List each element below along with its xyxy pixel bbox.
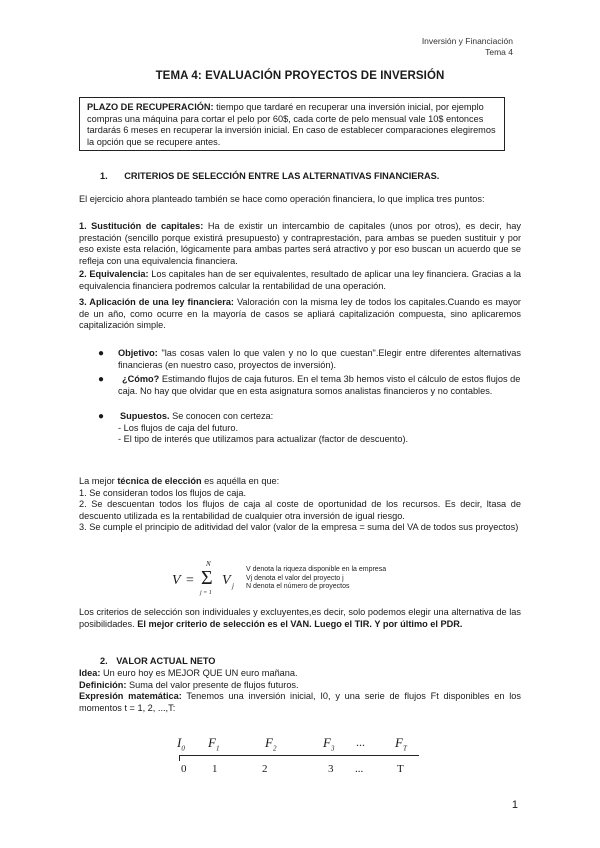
box-term: PLAZO DE RECUPERACIÓN:: [87, 102, 214, 112]
tick-1: 1: [212, 763, 218, 775]
section-1-heading: [100, 171, 439, 181]
conclusion-paragraph: [79, 607, 521, 630]
cash-flow-timeline: [170, 733, 430, 781]
tick-0: 0: [181, 763, 187, 775]
formula-note-3: N denota el número de proyectos: [246, 583, 350, 591]
tick-3: 3: [328, 763, 334, 775]
formula-notes: [246, 566, 436, 592]
bullet-como-label: ¿Cómo?: [122, 374, 160, 384]
bullet-supuestos: [98, 411, 521, 446]
point-2: [79, 269, 521, 292]
tick-2: 2: [262, 763, 268, 775]
technique-item-3: 3. Se cumple el principio de aditividad del valor (valor de la empresa = suma del VA de todos sus proyectos): [79, 522, 519, 533]
point-2-text: Los capitales han de ser equivalentes, resultado de aplicar una ley financiera. Gracias a la equivalencia financiera podremos calcular la rentabilidad de una operación.: [79, 269, 521, 291]
formula-equals: =: [186, 573, 194, 588]
conclusion-text: Los criterios de selección son individuales y excluyentes,es decir, solo podemos elegir una alternativa de las posibilidades.: [79, 607, 521, 629]
flow-ellipsis: ...: [356, 735, 365, 749]
bullet-dot-icon: ●: [98, 374, 105, 385]
header-topic: Tema 4: [485, 47, 513, 57]
van-idea: Idea: Un euro hoy es MEJOR QUE UN euro mañana.: [79, 668, 298, 678]
formula-note-2: Vj denota el valor del proyecto j: [246, 574, 344, 582]
section-2-title: VALOR ACTUAL NETO: [116, 656, 216, 666]
formula-lhs: V: [172, 573, 181, 588]
technique-lead: La mejor técnica de elección es aquélla en que:: [79, 476, 280, 486]
van-block: [79, 668, 521, 714]
bullet-objetivo-label: Objetivo:: [118, 348, 158, 358]
flow-f2: $F_2$: [265, 735, 277, 753]
tick-ellipsis: ...: [355, 763, 364, 775]
box-text: tiempo que tardaré en recuperar una inversión inicial, por ejemplo compras una máquina para cortar el pelo por 60$, cada corte de pelo mensual vale 10$ entonces tardarás 6 meses en recuperar la inversión inicial. En caso de establecer comparaciones elegiremos la opción que se recupere antes.: [87, 102, 496, 147]
supuestos-sub-2: - El tipo de interés que utilizamos para actualizar (factor de descuento).: [118, 434, 409, 445]
point-3: [79, 297, 521, 332]
technique-bold: técnica de elección: [117, 476, 202, 486]
bullet-dot-icon: ●: [98, 348, 105, 359]
formula-term-sub: j: [232, 582, 234, 590]
header-subject: Inversión y Financiación: [421, 36, 513, 46]
bullet-como: [98, 374, 521, 397]
bullet-objetivo: [98, 348, 521, 371]
section-1-number: 1.: [100, 171, 108, 181]
technique-item-1: 1. Se consideran todos los flujos de caja.: [79, 487, 247, 498]
section-2-heading: [100, 656, 215, 666]
bullet-supuestos-label: Supuestos.: [120, 411, 170, 421]
formula-note-1: V denota la riqueza disponible en la empresa: [246, 566, 387, 573]
section-1-title: CRITERIOS DE SELECCIÓN ENTRE LAS ALTERNATIVAS FINANCIERAS.: [124, 171, 440, 181]
van-definicion: Definición: Suma del valor presente de flujos futuros.: [79, 679, 299, 690]
bullet-supuestos-text: Se conocen con certeza:: [169, 411, 274, 421]
timeline-axis: [179, 755, 419, 756]
intro-paragraph: El ejercicio ahora planteado también se hace como operación financiera, lo que implica tres puntos:: [79, 194, 485, 204]
tick-t: T: [397, 763, 404, 775]
supuestos-sub-1: - Los flujos de caja del futuro.: [118, 422, 239, 433]
point-1-label: 1. Sustitución de capitales:: [79, 221, 204, 231]
point-1: [79, 221, 521, 267]
formula: [172, 562, 432, 602]
formula-term: V: [222, 573, 231, 588]
formula-sum-icon: Σ: [201, 567, 213, 589]
technique-block: [79, 476, 521, 534]
section-2-number: 2.: [100, 656, 108, 666]
point-3-label: 3. Aplicación de una ley financiera:: [79, 297, 234, 307]
page-title: TEMA 4: EVALUACIÓN PROYECTOS DE INVERSIÓN: [155, 70, 445, 82]
flow-f1: $F_1$: [208, 735, 220, 753]
flow-i0: $I_0$: [177, 735, 185, 753]
conclusion-bold: El mejor criterio de selección es el VAN. Luego el TIR. Y por último el PDR.: [137, 618, 463, 629]
flow-ft: $F_T$: [395, 735, 407, 753]
formula-upper: N: [206, 560, 211, 568]
bullet-objetivo-text: "las cosas valen lo que valen y no lo que cuestan".Elegir entre diferentes alternativas financieras (en nuestro caso, proyectos de inversión).: [118, 348, 521, 370]
page-header: [422, 36, 513, 57]
van-expresion: Expresión matemática: Tenemos una inversión inicial, I0, y una serie de flujos Ft disponibles en los momentos t = 1, 2, ...,T:: [79, 691, 522, 713]
page-number: 1: [511, 799, 518, 811]
bullet-como-text: Estimando flujos de caja futuros. En el tema 3b hemos visto el cálculo de estos flujos de caja. No hay que olvidar que en esta asignatura somos analistas financieros y no contables.: [118, 374, 521, 396]
point-3-text: Valoración con la misma ley de todos los capitales.Cuando es mayor de un año, como ocurre en la mayoría de casos se apliará capitalización compuesta, sino aplicaremos capitalización simple.: [79, 297, 521, 331]
technique-item-2: 2. Se descuentan todos los flujos de caja al coste de oportunidad de los recursos. Es decir, ltasa de descuento utilizada es la rentabilidad de cualquier otra inversión de igual riesgo.: [79, 499, 521, 521]
point-1-text: Ha de existir un intercambio de capitales (unos por otros), es decir, hay prestación (sencillo porque existirá presupuesto) y contraprestación, para ambas se pueden sustituir y por eso existe esta relación, lógicamente para ambas partes será atractivo y por eso buscan un acuerdo que se refleja con una equivalencia financiera.: [79, 221, 521, 266]
point-2-label: 2. Equivalencia:: [79, 269, 149, 279]
flow-f3: $F_3$: [323, 735, 335, 753]
timeline-start-tick: [179, 755, 180, 761]
definition-box: [79, 97, 505, 151]
bullet-dot-icon: ●: [98, 411, 105, 422]
formula-lower: j = 1: [200, 590, 212, 596]
